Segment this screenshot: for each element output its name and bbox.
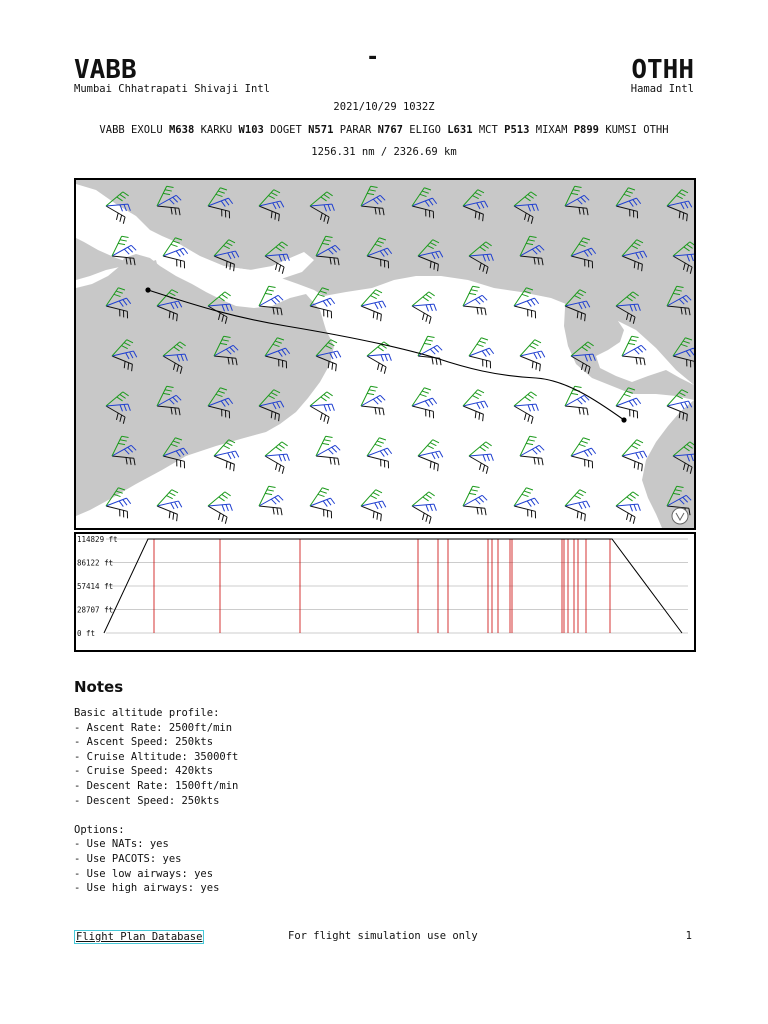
notes-body [74,706,238,896]
route-waypoint: MIXAM [535,124,568,136]
profile-y-label: 28707 ft [77,605,114,615]
notes-line: Basic altitude profile: [74,707,220,719]
notes-line: - Use low airways: yes [74,867,214,880]
altitude-profile-canvas [76,534,694,650]
profile-y-labels [77,535,118,638]
route-waypoint: ELIGO [409,124,441,136]
route-airway: N767 [377,124,403,136]
route-waypoint: VABB [99,124,125,136]
altitude-profile[interactable] [74,532,696,652]
page-number: 1 [685,930,692,942]
route-waypoint: MCT [478,124,498,136]
route-airway: L631 [447,124,473,136]
route-distance: 1256.31 nm / 2326.69 km [311,146,457,158]
profile-y-label: 86122 ft [77,558,114,568]
profile-y-label: 114829 ft [77,535,118,544]
route-waypoint: EXOLU [131,124,163,136]
notes-title: Notes [74,678,124,696]
compass-icon [672,508,688,524]
route-airway: M638 [168,124,195,136]
route-airway: N571 [308,124,334,136]
route-end-marker [621,417,626,422]
route-separator: - [366,45,380,70]
profile-grid [106,539,688,633]
route-waypoint: KUMSI [605,124,637,136]
route-airway: P513 [504,124,530,136]
notes-line: - Descent Speed: 250kts [74,794,220,807]
route-string [0,124,768,136]
flight-plan-database-link[interactable]: Flight Plan Database [76,931,203,943]
notes-line: - Use high airways: yes [74,882,220,895]
route-waypoint: KARKU [200,124,233,136]
route-airway: W103 [238,124,264,136]
route-waypoint: OTHH [643,124,669,136]
plan-date: 2021/10/29 1032Z [333,101,435,113]
notes-line: - Use PACOTS: yes [74,852,182,865]
notes-line: - Cruise Altitude: 35000ft [74,750,239,763]
notes-line: - Ascent Rate: 2500ft/min [74,721,233,734]
notes-line: - Cruise Speed: 420kts [74,765,214,778]
route-waypoint: DOGET [270,124,302,136]
notes-line: - Use NATs: yes [74,838,169,851]
arrival-code: OTHH [631,55,694,85]
route-start-marker [145,287,150,292]
notes-line: - Ascent Speed: 250kts [74,736,214,749]
departure-code: VABB [74,55,137,85]
departure-name: Mumbai Chhatrapati Shivaji Intl [74,83,270,95]
footer-disclaimer: For flight simulation use only [288,930,478,942]
arrival-name: Hamad Intl [630,83,694,95]
route-map[interactable] [74,178,696,530]
route-map-canvas [76,180,694,528]
profile-y-label: 0 ft [77,629,96,638]
notes-line [74,808,238,823]
profile-y-label: 57414 ft [77,582,114,591]
route-airway: P899 [573,124,600,136]
notes-line: - Descent Rate: 1500ft/min [74,779,239,792]
route-waypoint: PARAR [339,124,372,136]
notes-line: Options: [74,823,125,836]
